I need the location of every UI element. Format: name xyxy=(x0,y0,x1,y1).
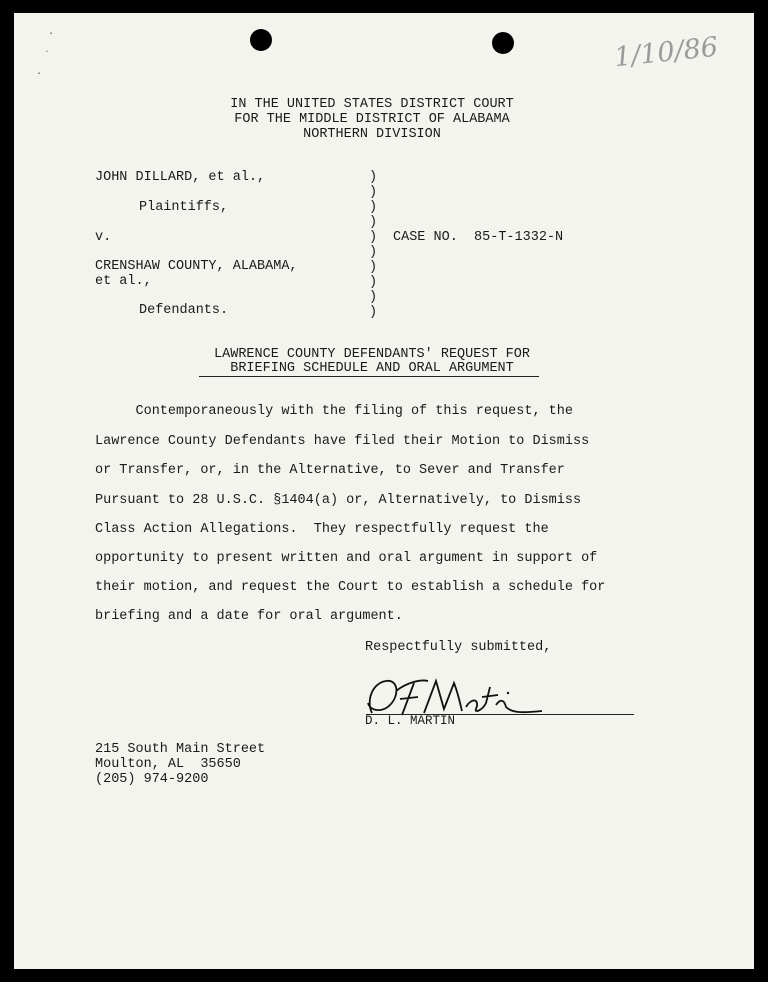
body-line-5: Class Action Allegations. They respectfully request the xyxy=(95,522,549,537)
address-line-1: 215 South Main Street xyxy=(95,742,266,757)
caption-bracket-line: ) xyxy=(369,185,378,200)
plaintiff-role: Plaintiffs, xyxy=(139,200,229,215)
defendant-role: Defendants. xyxy=(139,303,229,318)
handwritten-signature xyxy=(362,673,562,717)
plaintiff-name: JOHN DILLARD, et al., xyxy=(95,170,266,185)
document-title-line-2: BRIEFING SCHEDULE AND ORAL ARGUMENT xyxy=(230,361,514,376)
body-line-2: Lawrence County Defendants have filed their Motion to Dismiss xyxy=(95,434,590,449)
case-number: CASE NO. 85-T-1332-N xyxy=(393,230,564,245)
caption-bracket-line: ) xyxy=(369,215,378,230)
closing: Respectfully submitted, xyxy=(365,640,552,655)
caption-bracket-line: ) xyxy=(369,170,378,185)
title-underline xyxy=(199,376,539,377)
defendant-name-line-1: CRENSHAW COUNTY, ALABAMA, xyxy=(95,259,298,274)
scan-speck: · xyxy=(36,69,43,80)
handwritten-date: 1/10/86 xyxy=(612,31,720,74)
document-title-line-1: LAWRENCE COUNTY DEFENDANTS' REQUEST FOR xyxy=(214,347,530,362)
scan-speck: · xyxy=(48,29,55,40)
caption-bracket-line: ) xyxy=(369,305,378,320)
caption-bracket-line: ) xyxy=(369,230,378,245)
address-phone: (205) 974-9200 xyxy=(95,772,209,787)
court-header-line-3: NORTHERN DIVISION xyxy=(303,127,441,142)
caption-bracket-line: ) xyxy=(369,260,378,275)
body-line-7: their motion, and request the Court to establish a schedule for xyxy=(95,580,606,595)
punch-hole-left xyxy=(250,29,272,51)
versus: v. xyxy=(95,230,112,245)
body-line-8: briefing and a date for oral argument. xyxy=(95,609,403,624)
body-line-3: or Transfer, or, in the Alternative, to Sever and Transfer xyxy=(95,463,565,478)
document-page xyxy=(14,13,754,969)
caption-bracket-line: ) xyxy=(369,290,378,305)
signer-name: D. L. MARTIN xyxy=(365,714,456,728)
address-line-2: Moulton, AL 35650 xyxy=(95,757,241,772)
court-header-line-1: IN THE UNITED STATES DISTRICT COURT xyxy=(230,97,514,112)
caption-bracket-line: ) xyxy=(369,200,378,215)
scan-speck: ´ xyxy=(44,51,51,62)
punch-hole-right xyxy=(492,32,514,54)
body-line-1: Contemporaneously with the filing of this request, the xyxy=(95,404,573,419)
defendant-name-line-2: et al., xyxy=(95,274,152,289)
body-line-4: Pursuant to 28 U.S.C. §1404(a) or, Alternatively, to Dismiss xyxy=(95,493,582,508)
caption-bracket-line: ) xyxy=(369,245,378,260)
body-line-6: opportunity to present written and oral argument in support of xyxy=(95,551,598,566)
court-header-line-2: FOR THE MIDDLE DISTRICT OF ALABAMA xyxy=(234,112,510,127)
caption-bracket-line: ) xyxy=(369,275,378,290)
